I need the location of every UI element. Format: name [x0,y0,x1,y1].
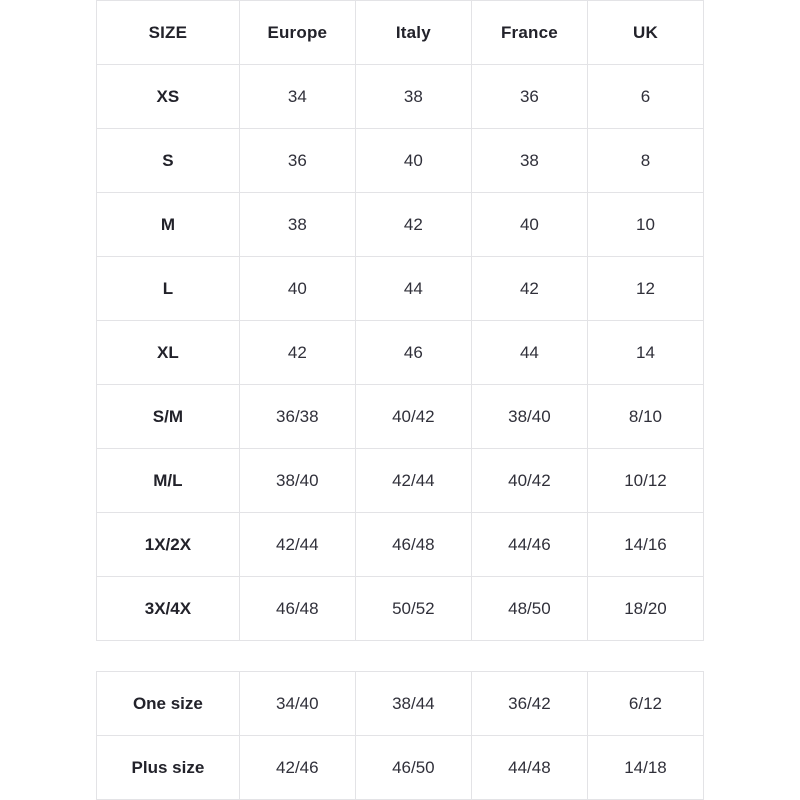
cell-italy: 44 [355,257,471,321]
row-label: S [97,129,240,193]
cell-europe: 38/40 [239,449,355,513]
column-header-uk: UK [587,1,703,65]
column-header-italy: Italy [355,1,471,65]
cell-europe: 34 [239,65,355,129]
table-row [97,321,704,385]
table-row [97,129,704,193]
primary-table-body [97,65,704,641]
table-row [97,65,704,129]
cell-france: 40 [471,193,587,257]
column-header-size: SIZE [97,1,240,65]
cell-uk: 8/10 [587,385,703,449]
table-spacer [96,641,704,671]
cell-uk: 18/20 [587,577,703,641]
secondary-size-table [96,671,704,800]
cell-france: 44 [471,321,587,385]
cell-france: 38/40 [471,385,587,449]
cell-uk: 6/12 [587,672,703,736]
row-label: M/L [97,449,240,513]
row-label: 3X/4X [97,577,240,641]
cell-europe: 40 [239,257,355,321]
cell-uk: 12 [587,257,703,321]
table-row [97,193,704,257]
table-row [97,736,704,800]
row-label: One size [97,672,240,736]
cell-europe: 42/44 [239,513,355,577]
secondary-size-table-wrapper [96,671,704,800]
cell-europe: 34/40 [239,672,355,736]
cell-italy: 40 [355,129,471,193]
cell-france: 36/42 [471,672,587,736]
table-row [97,449,704,513]
cell-france: 48/50 [471,577,587,641]
cell-france: 44/46 [471,513,587,577]
cell-italy: 38 [355,65,471,129]
column-header-europe: Europe [239,1,355,65]
cell-europe: 42/46 [239,736,355,800]
cell-italy: 42/44 [355,449,471,513]
cell-uk: 14/18 [587,736,703,800]
cell-europe: 36 [239,129,355,193]
cell-italy: 50/52 [355,577,471,641]
table-header-row [97,1,704,65]
cell-france: 40/42 [471,449,587,513]
primary-size-table [96,0,704,641]
cell-uk: 14 [587,321,703,385]
cell-france: 44/48 [471,736,587,800]
secondary-table-body [97,672,704,800]
cell-italy: 46/48 [355,513,471,577]
cell-france: 36 [471,65,587,129]
cell-italy: 42 [355,193,471,257]
table-row [97,672,704,736]
cell-uk: 10/12 [587,449,703,513]
cell-italy: 46/50 [355,736,471,800]
cell-italy: 46 [355,321,471,385]
row-label: XL [97,321,240,385]
table-row [97,385,704,449]
row-label: Plus size [97,736,240,800]
primary-table-header [97,1,704,65]
row-label: XS [97,65,240,129]
row-label: L [97,257,240,321]
cell-italy: 40/42 [355,385,471,449]
row-label: 1X/2X [97,513,240,577]
cell-italy: 38/44 [355,672,471,736]
cell-uk: 14/16 [587,513,703,577]
cell-uk: 6 [587,65,703,129]
cell-europe: 46/48 [239,577,355,641]
cell-france: 42 [471,257,587,321]
column-header-france: France [471,1,587,65]
table-row [97,577,704,641]
primary-size-table-wrapper [96,0,704,641]
cell-europe: 38 [239,193,355,257]
cell-france: 38 [471,129,587,193]
cell-uk: 8 [587,129,703,193]
cell-europe: 42 [239,321,355,385]
table-row [97,513,704,577]
row-label: M [97,193,240,257]
table-row [97,257,704,321]
cell-europe: 36/38 [239,385,355,449]
row-label: S/M [97,385,240,449]
cell-uk: 10 [587,193,703,257]
